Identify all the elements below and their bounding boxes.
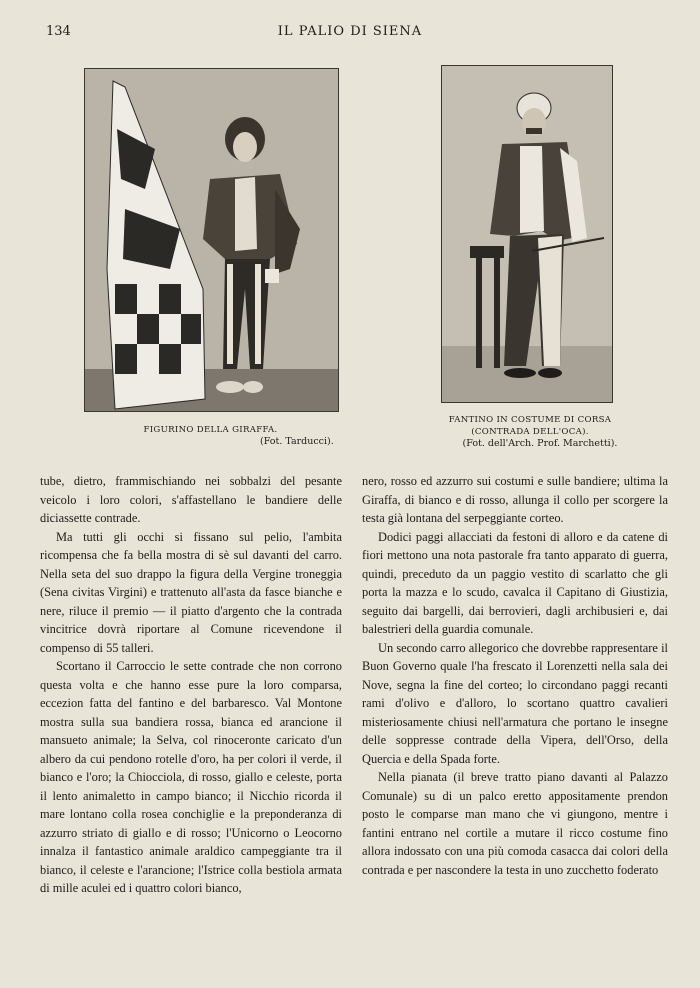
paragraph: Scortano il Carroccio le sette contrade che non corrono questa volta e che hanno esse pure la loro comparsa, eccezion fatta del fantino e del barbaresco. Val Montone mostra sulla sua bandiera rossa, bianca ed arancione il mansueto animale; la Selva, col rinoceronte caricato d'un albero da cui pendono rotelle d'oro, ha per colori il verde, il bianco e l'oro; la Chiocciola, di rosso, giallo e celeste, porta il lento animaletto in campo bianco; il Nicchio ricorda il mare lontano colla rosea conchiglie e la preponderanza di azzurro striato di giallo e di rosso; l'Unicorno o Leocorno innalza il fantastico animale araldico campeggiante tra il bianco, il celeste e l'arancione; l'Istrice colla bestiola armata di mille aculei ed i quattro colori bianco, [40,659,342,895]
photo-giraffa-figure [84,68,339,412]
paragraph: Ma tutti gli occhi si fissano sul pelio, l'ambita ricompensa che fa bella mostra di sè sul davanti del carro. Nella seta del suo drappo la figura della Vergine troneggia (Sena civitas Virgini) e trattenuto all'asta da fasce bianche e nere, riluce il premio — il piatto d'argento che la contrada vincitrice dovrà riportare al Comune ricevendone il compenso di 55 talleri. [40,529,342,655]
page-number: 134 [46,24,71,39]
text-column-left [40,472,342,898]
caption-left-credit: (Fot. Tarducci). [260,436,334,447]
caption-right-subtitle: (CONTRADA DELL'OCA). [471,427,589,437]
paragraph: nero, rosso ed azzurro sui costumi e sulle bandiere; ultima la Giraffa, di bianco e di rosso, allunga il collo per scorgere la testa già lontana del serpeggiante corteo. [362,474,668,525]
caption-right-credit: (Fot. dell'Arch. Prof. Marchetti). [462,438,618,449]
paragraph: Nella pianata (il breve tratto piano davanti al Palazzo Comunale) su di un palco eretto appositamente prendon posto le comparse man mano che vi giungono, mentre i fantini entrano nel cortile a mutare il ricco costume fino allora indossato con una più comoda casacca dai colori della contrada e per nascondere la testa in uno zucchetto foderato [362,770,668,877]
text-column-right [362,472,668,879]
paragraph: Un secondo carro allegorico che dovrebbe rappresentare il Buon Governo quale l'ha frescato il Lorenzetti nella sala dei Nove, segna la fine del corteo; lo circondano paggi recanti rami d'olivo e d'alloro, lo scortano quattro cavalieri misteriosamente chiusi nell'armatura che portano le insegne delle soppresse contrade della Vipera, dell'Orso, della Quercia e della Spada forte. [362,640,668,766]
caption-right-title: FANTINO IN COSTUME DI CORSA [448,415,612,425]
running-title: IL PALIO DI SIENA [277,24,423,39]
caption-left-title: FIGURINO DELLA GIRAFFA. [143,425,278,435]
photo-giraffa-illustration [85,69,338,411]
paragraph: tube, dietro, frammischiando nei sobbalzi del pesante veicolo i loro colori, s'affastellano le bandiere delle diciassette contrade. [40,474,342,525]
paragraph: Dodici paggi allacciati da festoni di alloro e da catene di fiori mettono una nota pastorale fra tanto apparato di guerra, quindi, preceduto da un paggio vestito di scarlatto che gli porta la mazza e lo scudo, cavalca il Capitano di Giustizia, seguito dai bargelli, dai berrovieri, dagli archibusieri e, dai balestrieri della guardia comunale. [362,529,668,636]
photo-fantino-oca [441,65,613,403]
photo-fantino-illustration [442,66,612,402]
